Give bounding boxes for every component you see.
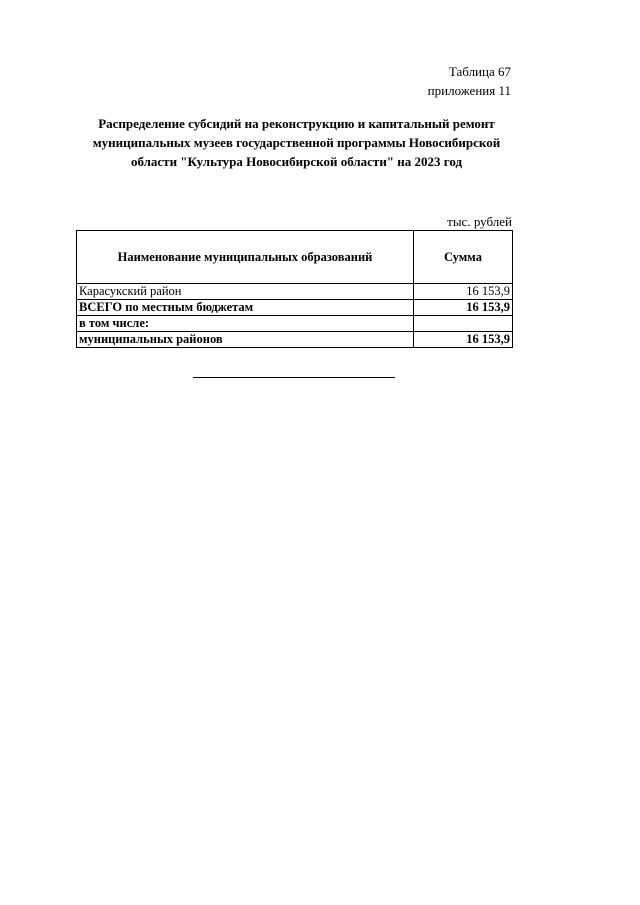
- row-sum-cell: 16 153,9: [413, 332, 512, 348]
- units-label: тыс. рублей: [447, 214, 512, 229]
- title-line-2: муниципальных музеев государственной программы Новосибирской: [92, 135, 501, 150]
- column-header-sum: Сумма: [413, 231, 512, 284]
- table-header-row: [77, 231, 513, 284]
- appendix-label: приложения 11: [427, 83, 511, 98]
- row-sum-cell: [413, 316, 512, 332]
- column-header-name: Наименование муниципальных образований: [77, 231, 414, 284]
- row-sum-cell: 16 153,9: [413, 300, 512, 316]
- subsidy-table: [76, 230, 513, 348]
- row-name-cell: в том числе:: [77, 316, 414, 332]
- table-row: [77, 284, 513, 300]
- row-name-cell: ВСЕГО по местным бюджетам: [77, 300, 414, 316]
- table-row-districts: [77, 332, 513, 348]
- row-name-cell: Карасукский район: [77, 284, 414, 300]
- footer-divider: [193, 377, 395, 378]
- table-number-label: Таблица 67: [448, 64, 511, 79]
- document-header: [428, 62, 511, 100]
- title-line-3: области "Культура Новосибирской области" на 2023 год: [130, 154, 463, 169]
- table-row-total: [77, 300, 513, 316]
- document-title: [80, 114, 513, 171]
- row-sum-cell: 16 153,9: [413, 284, 512, 300]
- table-row-including: [77, 316, 513, 332]
- title-line-1: Распределение субсидий на реконструкцию и капитальный ремонт: [98, 116, 495, 131]
- row-name-cell: муниципальных районов: [77, 332, 414, 348]
